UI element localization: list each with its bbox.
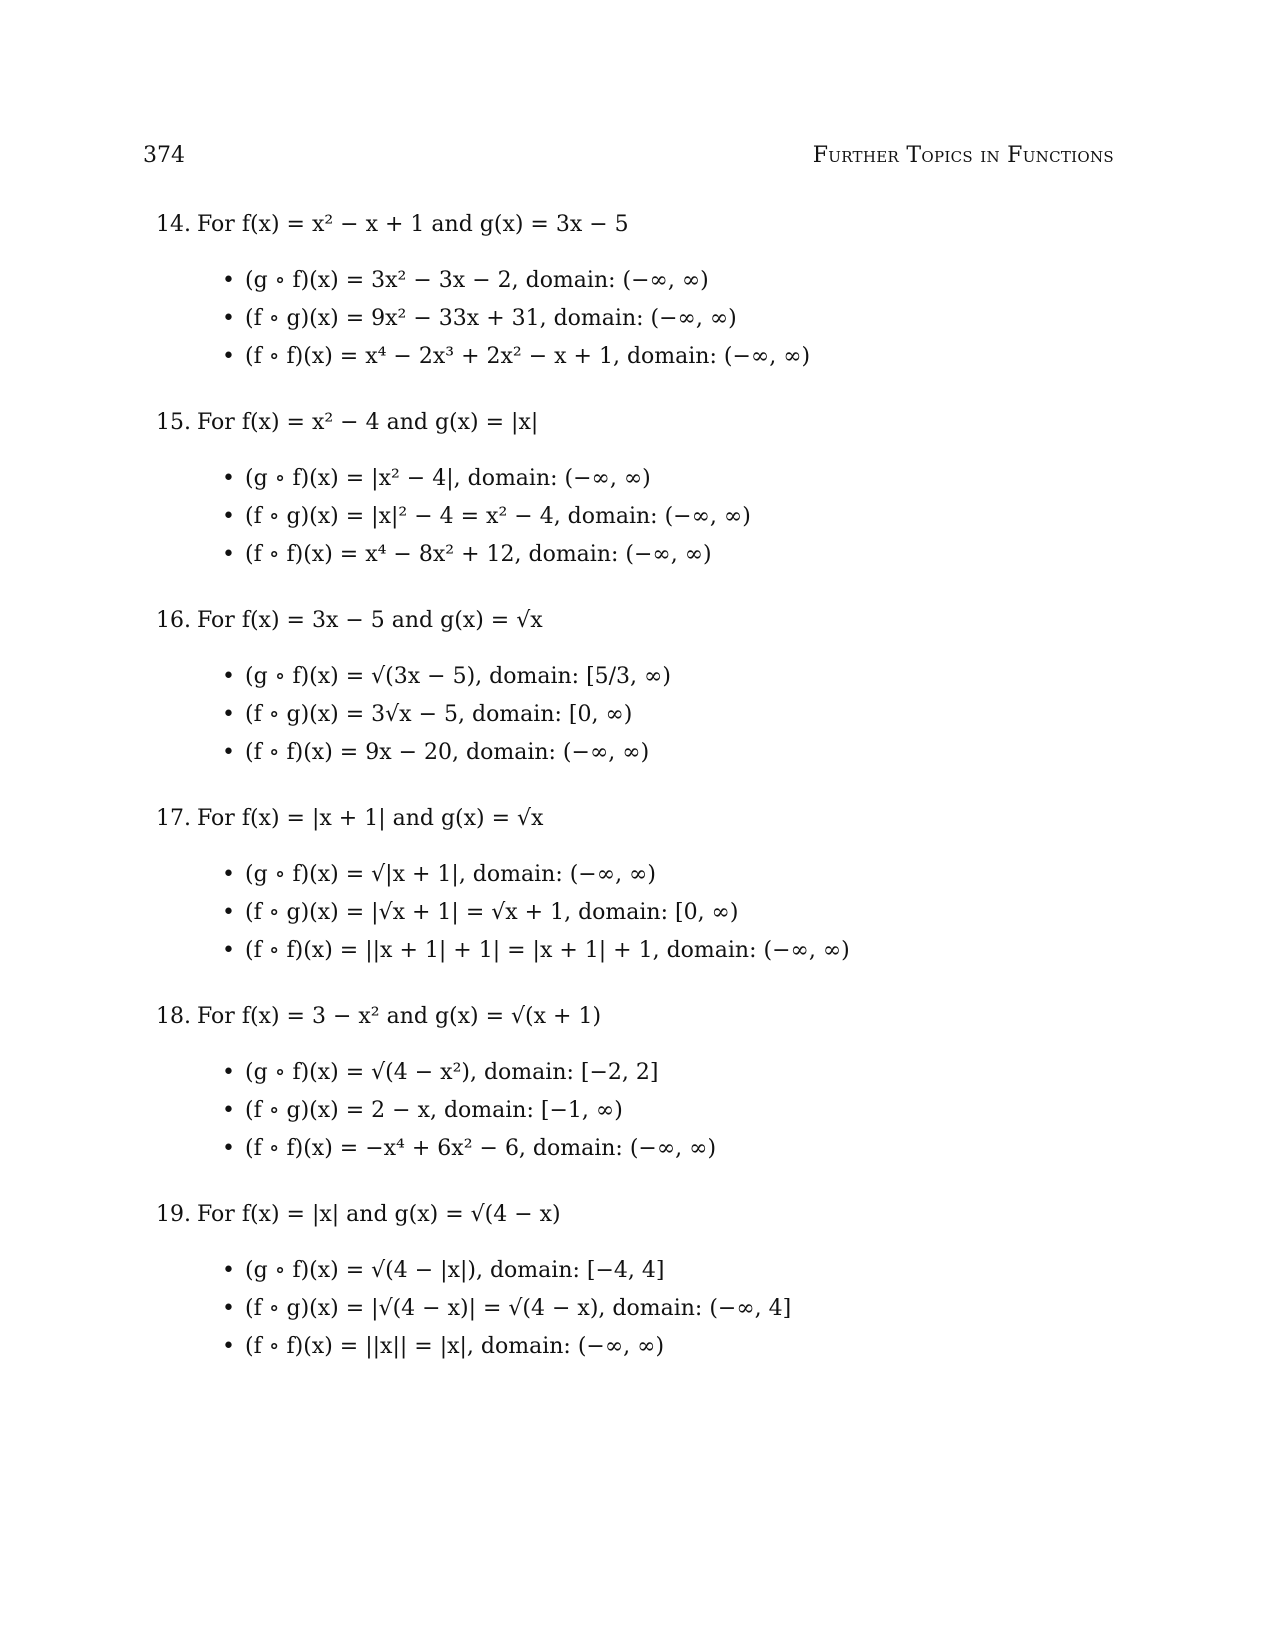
bullet-icon: • xyxy=(222,702,235,727)
problem-number: 16. xyxy=(156,608,191,633)
answer-text: (f ∘ g)(x) = 9x² − 33x + 31, domain: (−∞, ∞) xyxy=(245,306,737,331)
problem-number: 15. xyxy=(156,410,191,435)
answer-text: (f ∘ g)(x) = 2 − x, domain: [−1, ∞) xyxy=(245,1098,623,1123)
answer-item xyxy=(156,498,1116,536)
answer-item xyxy=(156,734,1116,772)
answer-item xyxy=(156,696,1116,734)
answer-text: (g ∘ f)(x) = |x² − 4|, domain: (−∞, ∞) xyxy=(245,466,651,491)
answer-text: (f ∘ f)(x) = ||x|| = |x|, domain: (−∞, ∞) xyxy=(245,1334,665,1359)
problem-text: For f(x) = x² − 4 and g(x) = |x| xyxy=(197,410,539,435)
answer-text: (g ∘ f)(x) = √(4 − |x|), domain: [−4, 4] xyxy=(245,1258,665,1283)
problem-18 xyxy=(156,998,1116,1168)
answer-text: (f ∘ g)(x) = |√x + 1| = √x + 1, domain: [0, ∞) xyxy=(245,900,739,925)
bullet-icon: • xyxy=(222,306,235,331)
answer-item xyxy=(156,262,1116,300)
answer-text: (f ∘ f)(x) = x⁴ − 8x² + 12, domain: (−∞, ∞) xyxy=(245,542,712,567)
bullet-icon: • xyxy=(222,1136,235,1161)
answer-text: (f ∘ f)(x) = x⁴ − 2x³ + 2x² − x + 1, domain: (−∞, ∞) xyxy=(245,344,811,369)
bullet-icon: • xyxy=(222,466,235,491)
answer-text: (f ∘ g)(x) = |x|² − 4 = x² − 4, domain: (−∞, ∞) xyxy=(245,504,751,529)
answer-item xyxy=(156,338,1116,376)
problem-number: 17. xyxy=(156,806,191,831)
problem-19 xyxy=(156,1196,1116,1366)
problem-list xyxy=(156,206,1116,1394)
answer-item xyxy=(156,536,1116,574)
answer-item xyxy=(156,658,1116,696)
problem-number: 18. xyxy=(156,1004,191,1029)
answer-item xyxy=(156,932,1116,970)
answer-text: (g ∘ f)(x) = √(3x − 5), domain: [5/3, ∞) xyxy=(245,664,671,689)
bullet-icon: • xyxy=(222,664,235,689)
problem-number: 19. xyxy=(156,1202,191,1227)
answer-item xyxy=(156,856,1116,894)
answer-item xyxy=(156,1252,1116,1290)
bullet-icon: • xyxy=(222,740,235,765)
answer-text: (f ∘ f)(x) = −x⁴ + 6x² − 6, domain: (−∞, ∞) xyxy=(245,1136,717,1161)
answer-text: (g ∘ f)(x) = 3x² − 3x − 2, domain: (−∞, ∞) xyxy=(245,268,709,293)
bullet-icon: • xyxy=(222,1258,235,1283)
answer-list xyxy=(156,1054,1116,1168)
problem-text: For f(x) = x² − x + 1 and g(x) = 3x − 5 xyxy=(197,212,629,237)
bullet-icon: • xyxy=(222,344,235,369)
problem-text: For f(x) = 3x − 5 and g(x) = √x xyxy=(197,608,543,633)
answer-item xyxy=(156,460,1116,498)
problem-text: For f(x) = |x + 1| and g(x) = √x xyxy=(197,806,544,831)
answer-item xyxy=(156,1328,1116,1366)
answer-list xyxy=(156,1252,1116,1366)
running-title: Further Topics in Functions xyxy=(812,143,1114,168)
problem-15 xyxy=(156,404,1116,574)
problem-statement xyxy=(156,998,1116,1036)
problem-17 xyxy=(156,800,1116,970)
answer-text: (f ∘ f)(x) = ||x + 1| + 1| = |x + 1| + 1, domain: (−∞, ∞) xyxy=(245,938,850,963)
page-number: 374 xyxy=(143,143,185,168)
answer-text: (f ∘ g)(x) = 3√x − 5, domain: [0, ∞) xyxy=(245,702,633,727)
problem-statement xyxy=(156,404,1116,442)
problem-14 xyxy=(156,206,1116,376)
bullet-icon: • xyxy=(222,1334,235,1359)
answer-text: (f ∘ g)(x) = |√(4 − x)| = √(4 − x), domain: (−∞, 4] xyxy=(245,1296,792,1321)
bullet-icon: • xyxy=(222,900,235,925)
problem-statement xyxy=(156,1196,1116,1234)
answer-item xyxy=(156,1290,1116,1328)
answer-item xyxy=(156,1054,1116,1092)
answer-item xyxy=(156,300,1116,338)
problem-statement xyxy=(156,602,1116,640)
problem-number: 14. xyxy=(156,212,191,237)
answer-list xyxy=(156,658,1116,772)
answer-item xyxy=(156,894,1116,932)
bullet-icon: • xyxy=(222,862,235,887)
answer-text: (g ∘ f)(x) = √(4 − x²), domain: [−2, 2] xyxy=(245,1060,659,1085)
answer-text: (f ∘ f)(x) = 9x − 20, domain: (−∞, ∞) xyxy=(245,740,650,765)
bullet-icon: • xyxy=(222,1296,235,1321)
bullet-icon: • xyxy=(222,268,235,293)
problem-16 xyxy=(156,602,1116,772)
answer-item xyxy=(156,1092,1116,1130)
bullet-icon: • xyxy=(222,1098,235,1123)
problem-statement xyxy=(156,800,1116,838)
answer-list xyxy=(156,262,1116,376)
bullet-icon: • xyxy=(222,1060,235,1085)
answer-text: (g ∘ f)(x) = √|x + 1|, domain: (−∞, ∞) xyxy=(245,862,656,887)
answer-item xyxy=(156,1130,1116,1168)
bullet-icon: • xyxy=(222,542,235,567)
bullet-icon: • xyxy=(222,504,235,529)
problem-statement xyxy=(156,206,1116,244)
answer-list xyxy=(156,856,1116,970)
problem-text: For f(x) = 3 − x² and g(x) = √(x + 1) xyxy=(197,1004,602,1029)
bullet-icon: • xyxy=(222,938,235,963)
problem-text: For f(x) = |x| and g(x) = √(4 − x) xyxy=(197,1202,561,1227)
answer-list xyxy=(156,460,1116,574)
